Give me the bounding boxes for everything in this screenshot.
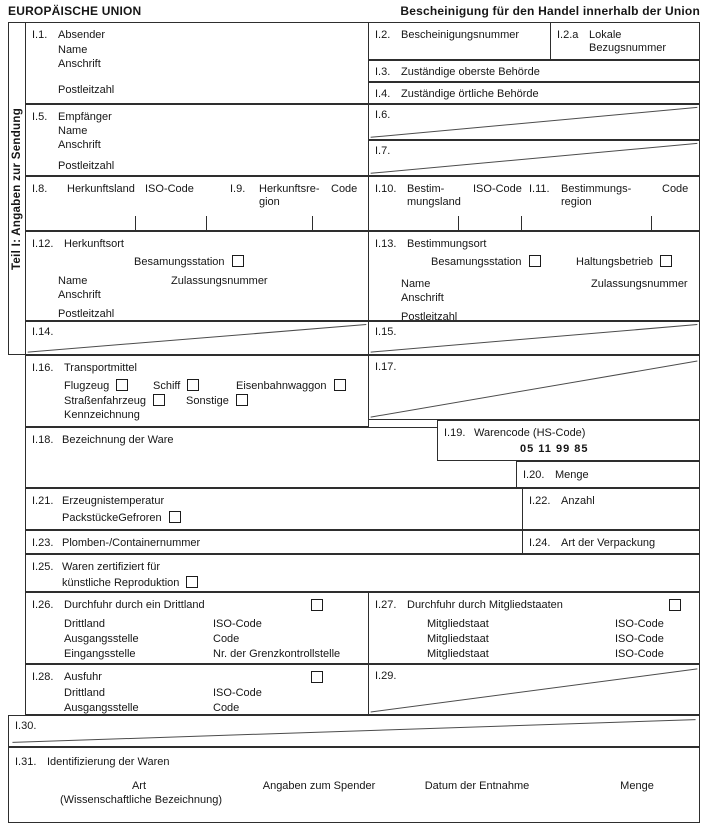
i26-row1-col2: ISO-Code	[213, 618, 262, 630]
box-i16-transportmittel	[25, 355, 369, 427]
i16-eisenbahnwaggon-text: Eisenbahnwaggon	[236, 380, 327, 392]
i13-zulassungsnummer-label: Zulassungsnummer	[591, 278, 688, 290]
i12-zulassungsnummer-label: Zulassungsnummer	[171, 275, 268, 287]
box-i29-void	[368, 664, 700, 715]
gefroren-checkbox[interactable]	[169, 511, 181, 523]
i29-number: I.29.	[375, 670, 397, 682]
i23-title: Plomben-/Containernummer	[62, 537, 201, 549]
haltungsbetrieb-checkbox[interactable]	[660, 255, 672, 267]
i28-row1-col1: Drittland	[64, 687, 105, 699]
i25-reproduktion-text: künstliche Reproduktion	[62, 577, 180, 589]
i9-code-label: Code	[331, 183, 358, 195]
i2-title: Bescheinigungsnummer	[401, 29, 520, 41]
i10-number: I.10.	[375, 183, 397, 195]
i16-eisenbahnwaggon-label	[236, 379, 346, 392]
box-i26-durchfuhr-drittland	[25, 592, 369, 664]
box-i17-void	[368, 355, 700, 420]
i13-name-label: Name	[401, 278, 431, 290]
i12-besamungsstation-label	[134, 255, 244, 268]
i25-reproduktion-label	[62, 576, 198, 589]
i20-number: I.20.	[523, 469, 545, 481]
column-tick	[521, 216, 522, 230]
flugzeug-checkbox[interactable]	[116, 379, 128, 391]
i14-number: I.14.	[32, 326, 54, 338]
i16-schiff-label	[153, 379, 199, 392]
box-i15-void	[368, 321, 700, 355]
i2-number: I.2.	[375, 29, 391, 41]
i5-title: Empfänger	[58, 111, 112, 123]
strike-line	[369, 665, 699, 714]
i27-number: I.27.	[375, 599, 397, 611]
i11-line2: region	[561, 196, 592, 208]
i21-title: Erzeugnistemperatur	[62, 495, 165, 507]
i11-code-label: Code	[662, 183, 689, 195]
part1-sidebar	[8, 22, 26, 355]
i9-number: I.9.	[230, 183, 246, 195]
i18-number: I.18.	[32, 434, 54, 446]
i26-row2-col2: Code	[213, 633, 240, 645]
strike-line	[369, 322, 699, 354]
i26-title: Durchfuhr durch ein Drittland	[64, 599, 205, 611]
i28-row2-col1: Ausgangsstelle	[64, 702, 139, 714]
i13-haltungsbetrieb-text: Haltungsbetrieb	[576, 256, 654, 268]
i28-title: Ausfuhr	[64, 671, 102, 683]
i27-row2-col2: ISO-Code	[615, 633, 664, 645]
i13-title: Bestimmungsort	[407, 238, 487, 250]
column-tick	[206, 216, 207, 230]
box-i13-bestimmungsort	[368, 231, 700, 321]
i16-title: Transportmittel	[64, 362, 137, 374]
i27-row3-col2: ISO-Code	[615, 648, 664, 660]
i16-schiff-text: Schiff	[153, 380, 181, 392]
i31-col-art: Art	[131, 780, 147, 792]
besamungsstation-i13-checkbox[interactable]	[529, 255, 541, 267]
i26-row2-col1: Ausgangsstelle	[64, 633, 139, 645]
i21-gefroren-text: PackstückeGefroren	[62, 512, 162, 524]
besamungsstation-i12-checkbox[interactable]	[232, 255, 244, 267]
box-i12-herkunftsort	[25, 231, 369, 321]
i12-number: I.12.	[32, 238, 54, 250]
i10-line2: mungsland	[407, 196, 461, 208]
strassenfahrzeug-checkbox[interactable]	[153, 394, 165, 406]
column-tick	[651, 216, 652, 230]
box-i2a-lokale-bezugsnummer	[550, 22, 700, 60]
i7-number: I.7.	[375, 145, 391, 157]
i22-number: I.22.	[529, 495, 551, 507]
i12-anschrift-label: Anschrift	[58, 289, 101, 301]
box-i25-zertifiziert	[25, 554, 700, 592]
i30-number: I.30.	[15, 720, 37, 732]
i5-anschrift-label: Anschrift	[58, 139, 101, 151]
strike-line	[26, 322, 368, 354]
i2a-line1: Lokale	[589, 29, 622, 41]
i15-number: I.15.	[375, 326, 397, 338]
i13-besamungsstation-label	[431, 255, 541, 268]
durchfuhr-drittland-checkbox[interactable]	[311, 599, 323, 611]
i13-number: I.13.	[375, 238, 397, 250]
strike-line	[369, 141, 699, 175]
box-i14-void	[25, 321, 369, 355]
i20-title: Menge	[555, 469, 589, 481]
i1-title: Absender	[58, 29, 106, 41]
i11-number: I.11.	[529, 183, 550, 195]
i22-title: Anzahl	[561, 495, 595, 507]
i16-sonstige-label	[186, 394, 248, 407]
i12-name-label: Name	[58, 275, 88, 287]
i16-flugzeug-text: Flugzeug	[64, 380, 110, 392]
form-title: Bescheinigung für den Handel innerhalb der Union	[400, 4, 700, 18]
i31-col-menge: Menge	[620, 780, 654, 792]
i13-plz-label: Postleitzahl	[401, 311, 458, 323]
i10-line1: Bestim-	[407, 183, 445, 195]
box-i1-absender	[25, 22, 369, 104]
i12-plz-label: Postleitzahl	[58, 308, 115, 320]
i8-iso-label: ISO-Code	[145, 183, 194, 195]
box-i21-erzeugnistemperatur	[25, 488, 523, 530]
i3-title: Zuständige oberste Behörde	[401, 66, 540, 78]
i24-title: Art der Verpackung	[561, 537, 656, 549]
i3-number: I.3.	[375, 66, 391, 78]
strike-line	[369, 356, 699, 419]
box-i6-void	[368, 104, 700, 140]
i31-col-spender: Angaben zum Spender	[262, 780, 376, 792]
box-i4-oertliche-behoerde	[368, 82, 700, 104]
i1-plz-label: Postleitzahl	[58, 84, 115, 96]
part1-label: Teil I: Angaben zur Sendung	[11, 107, 23, 270]
i12-title: Herkunftsort	[64, 238, 124, 250]
box-i28-ausfuhr	[25, 664, 369, 715]
i28-row2-col2: Code	[213, 702, 240, 714]
i4-title: Zuständige örtliche Behörde	[401, 88, 539, 100]
strike-line	[9, 716, 699, 746]
durchfuhr-mitgliedstaaten-checkbox[interactable]	[669, 599, 681, 611]
box-i30-void	[8, 715, 700, 747]
i13-haltungsbetrieb-label	[576, 255, 672, 268]
i1-anschrift-label: Anschrift	[58, 58, 101, 70]
i31-col-art-sub: (Wissenschaftliche Bezeichnung)	[59, 794, 223, 806]
i11-line1: Bestimmungs-	[561, 183, 632, 195]
box-i5-empfaenger	[25, 104, 369, 176]
kuenstliche-reproduktion-checkbox[interactable]	[186, 576, 198, 588]
i12-besamungsstation-text: Besamungsstation	[134, 256, 225, 268]
i16-number: I.16.	[32, 362, 54, 374]
i27-title: Durchfuhr durch Mitgliedstaaten	[407, 599, 563, 611]
column-tick	[135, 216, 136, 230]
i16-strassenfahrzeug-text: Straßenfahrzeug	[64, 395, 146, 407]
column-tick	[312, 216, 313, 230]
i27-row3-col1: Mitgliedstaat	[427, 648, 489, 660]
i8-title: Herkunftsland	[67, 183, 135, 195]
i26-row3-col1: Eingangsstelle	[64, 648, 136, 660]
i24-number: I.24.	[529, 537, 551, 549]
ausfuhr-checkbox[interactable]	[311, 671, 323, 683]
i6-number: I.6.	[375, 109, 391, 121]
box-i2-bescheinigungsnummer	[368, 22, 551, 60]
i28-number: I.28.	[32, 671, 54, 683]
i25-line1: Waren zertifiziert für	[62, 561, 161, 573]
i16-strassenfahrzeug-label	[64, 394, 165, 407]
union-title: EUROPÄISCHE UNION	[8, 4, 142, 18]
i19-title: Warencode (HS-Code)	[474, 427, 586, 439]
box-i8-herkunftsland	[25, 176, 369, 231]
box-i19-warencode	[437, 420, 700, 461]
i21-number: I.21.	[32, 495, 54, 507]
box-i27-durchfuhr-mitgliedstaaten	[368, 592, 700, 664]
i17-number: I.17.	[375, 361, 397, 373]
i1-name-label: Name	[58, 44, 88, 56]
i27-row1-col2: ISO-Code	[615, 618, 664, 630]
i31-col-datum: Datum der Entnahme	[424, 780, 530, 792]
i31-title: Identifizierung der Waren	[47, 756, 170, 768]
strike-line	[369, 105, 699, 139]
i19-hs-code-value: 05 11 99 85	[520, 443, 589, 455]
i21-gefroren-label	[62, 511, 181, 524]
i5-number: I.5.	[32, 111, 48, 123]
i2a-line2: Bezugsnummer	[589, 42, 667, 54]
i9-line2: gion	[259, 196, 280, 208]
i28-row1-col2: ISO-Code	[213, 687, 262, 699]
i26-number: I.26.	[32, 599, 54, 611]
i8-number: I.8.	[32, 183, 48, 195]
sonstige-checkbox[interactable]	[236, 394, 248, 406]
i27-row2-col1: Mitgliedstaat	[427, 633, 489, 645]
box-i3-oberste-behoerde	[368, 60, 700, 82]
box-i31-identifizierung	[8, 747, 700, 823]
column-tick	[458, 216, 459, 230]
box-i23-plombennummer	[25, 530, 523, 554]
i16-sonstige-text: Sonstige	[186, 395, 229, 407]
i23-number: I.23.	[32, 537, 54, 549]
i25-number: I.25.	[32, 561, 54, 573]
box-i22-anzahl	[522, 488, 700, 530]
i1-number: I.1.	[32, 29, 48, 41]
i26-row1-col1: Drittland	[64, 618, 105, 630]
i10-iso-label: ISO-Code	[473, 183, 522, 195]
i2a-number: I.2.a	[557, 29, 579, 41]
schiff-checkbox[interactable]	[187, 379, 199, 391]
i26-row3-col2: Nr. der Grenzkontrollstelle	[213, 648, 341, 660]
i31-number: I.31.	[15, 756, 37, 768]
i13-anschrift-label: Anschrift	[401, 292, 444, 304]
box-i7-void	[368, 140, 700, 176]
box-i24-verpackung	[522, 530, 700, 554]
i18-title: Bezeichnung der Ware	[62, 434, 174, 446]
i5-name-label: Name	[58, 125, 88, 137]
i4-number: I.4.	[375, 88, 391, 100]
i27-row1-col1: Mitgliedstaat	[427, 618, 489, 630]
box-i10-bestimmungsland	[368, 176, 700, 231]
eisenbahnwaggon-checkbox[interactable]	[334, 379, 346, 391]
i9-line1: Herkunftsre-	[259, 183, 320, 195]
box-i20-menge	[516, 461, 700, 488]
i16-kennzeichnung-label: Kennzeichnung	[64, 409, 140, 421]
i5-plz-label: Postleitzahl	[58, 160, 115, 172]
i16-flugzeug-label	[64, 379, 128, 392]
i13-besamungsstation-text: Besamungsstation	[431, 256, 522, 268]
i19-number: I.19.	[444, 427, 466, 439]
